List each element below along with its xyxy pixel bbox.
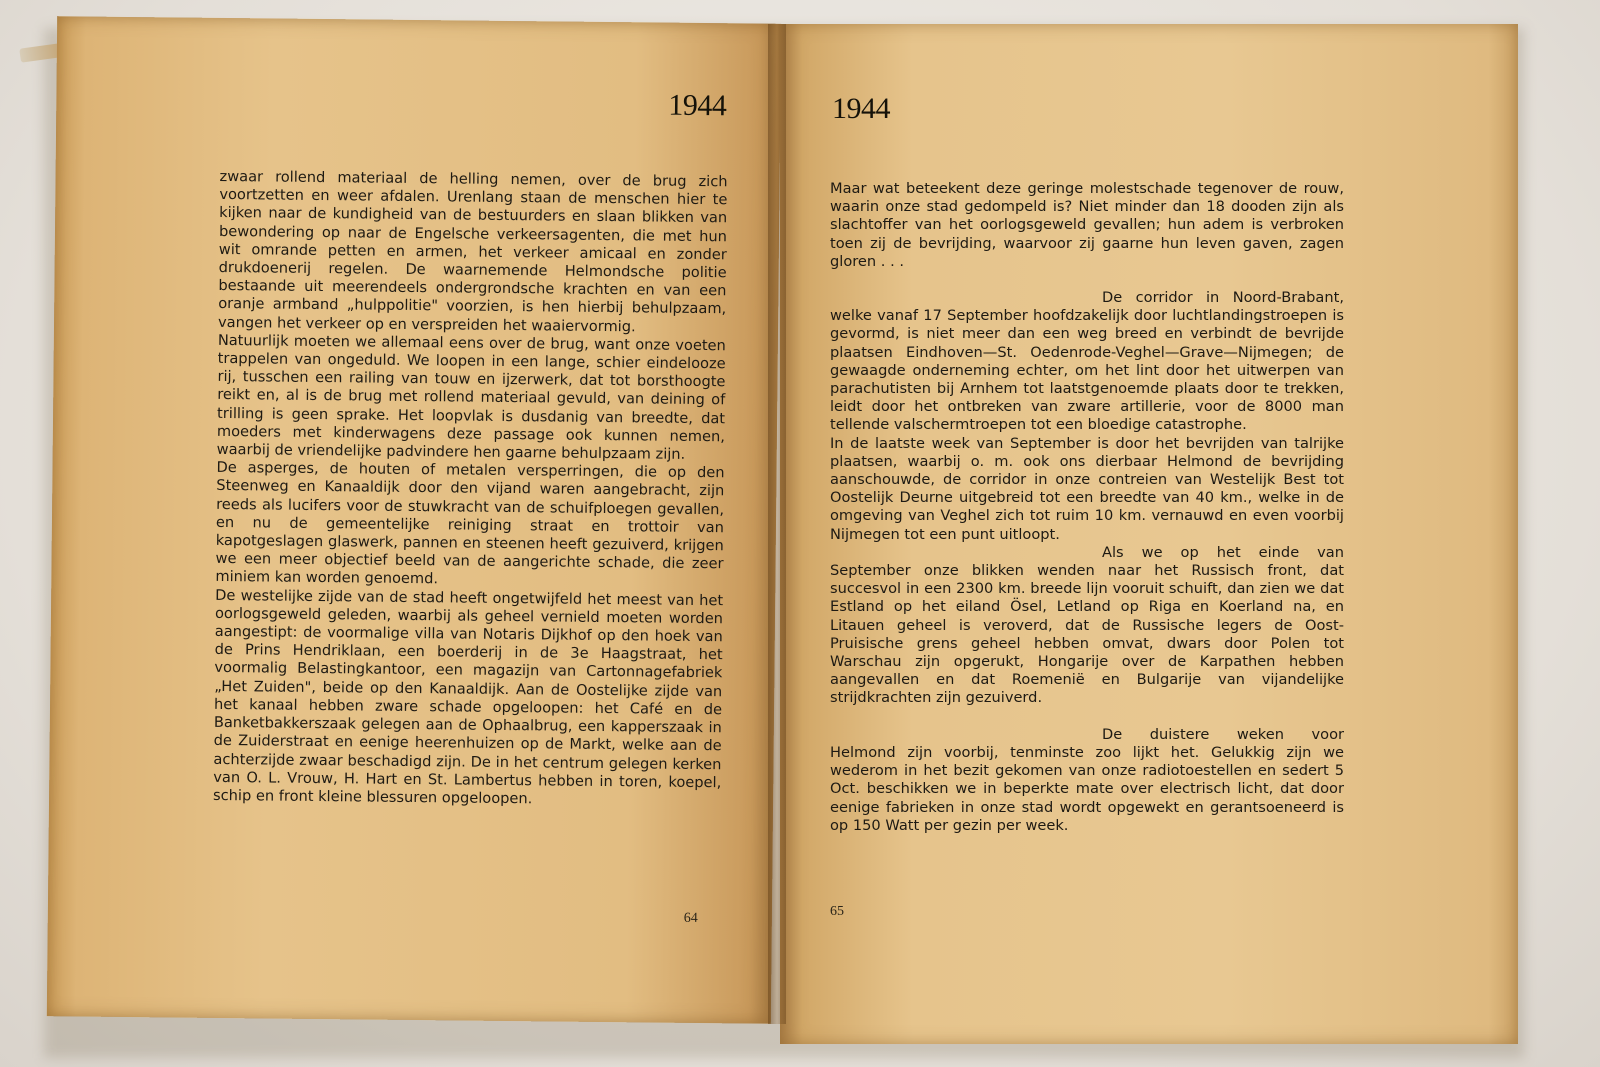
left-paragraph-3: De asperges, de houten of metalen versperringen, die op den Steenweg en Kanaaldijk door den vijand waren aangebracht, zijn reeds als lucifers voor de stuwkracht van de schuifploegen gevallen, en nu de gemeentelijke reiniging straat en trottoir van kapotgeslagen glaswerk, pannen en steenen heeft gezuiverd, krijgen we een meer objectief beeld van de aangerichte schade, die zeer miniem kan worden genoemd. <box>215 459 725 588</box>
left-page <box>47 16 781 1024</box>
left-paragraph-1: zwaar rollend materiaal de helling nemen, over de brug zich voortzetten en weer afdalen. Urenlang staan de menschen hier te kijken naar de kundigheid van de bestuurders en slaan blikken van bewondering op naar de Engelsche verkeersagenten, die met hun wit omrande petten en armen, het verkeer amicaal en zonder drukdoenerij regelen. De waarnemende Helmondsche politie bestaande uit meerendeels ondergrondsche krachten en van een oranje armband „hulppolitie" voorzien, is hen hierbij behulpzaam, vangen het verkeer op en verspreiden het waaiervormig. <box>217 167 728 335</box>
right-paragraph-4: Als we op het einde van September onze blikken wenden naar het Russisch front, dat succesvol in een 2300 km. breede lijn vooruit schuift, dan zien we dat Estland op het eiland Ösel, Letland op Riga en Koerland na, en Litauen geheel is veroverd, dat de Russische legers de Oost-Pruisische grens geheel hebben omvat, dwars door Polen tot Warschau zijn opgerukt, Hongarije over de Karpathen hebben aangevallen en dat Roemenië en Bulgarije van vijandelijke strijdkrachten zijn gezuiverd. <box>830 543 1344 707</box>
book-spine-gutter <box>768 24 786 1024</box>
right-paragraph-2: De corridor in Noord-Brabant, welke vanaf 17 September hoofdzakelijk door luchtlandingstroepen is gevormd, is niet meer dan een weg breed en verbindt de bevrijde plaatsen Eindhoven—St. Oedenrode-Veghel—Grave—Nijmegen; de gewaagde onderneming echter, om het lint door het uitwerpen van parachutisten bij Arnhem tot laatstgenoemde plaats door te trekken, leidt door het ontbreken van zware artillerie, voor de 8000 man tellende valschermtroepen tot een bloedige catastrophe. <box>830 289 1344 434</box>
left-page-number: 64 <box>683 910 698 926</box>
right-page-number: 65 <box>830 904 844 919</box>
left-paragraph-4: De westelijke zijde van de stad heeft ongetwijfeld het meest van het oorlogsgeweld geleden, waarbij als geheel vernield moeten worden aangestipt: de voormalige villa van Notaris Dijkhof op den hoek van de Prins Hendriklaan, een boerderij in de 3e Haagstraat, het voormalig Belastingkantoor, een magazijn van Cartonnagefabriek „Het Zuiden", beide op den Kanaaldijk. Aan de Oostelijke zijde van het kanaal hebben zware schade opgeloopen: het Café en de Banketbakkerszaak gelegen aan de Ophaalbrug, een kapperszaak in de Zuiderstraat en eenige heerenhuizen op de Markt, welke aan de achterzijde zwaar beschadigd zijn. De in het centrum gelegen kerken van O. L. Vrouw, H. Hart en St. Lambertus hebben in toren, koepel, schip en front kleine blessuren opgeloopen. <box>213 586 724 808</box>
right-page <box>780 24 1518 1044</box>
left-paragraph-2: Natuurlijk moeten we allemaal eens over de brug, want onze voeten trappelen van ongeduld. We loopen in een lange, schier eindelooze rij, tusschen een railing van touw en ijzerwerk, dat tot borsthoogte reikt en, al is de brug met rollend materiaal gevuld, van deining of trilling is geen sprake. Het loopvlak is dusdanig van breedte, dat moeders met kinderwagens deze passage ook kunnen nemen, waarbij de vriendelijke padvindere hen gaarne behulpzaam zijn. <box>216 331 726 463</box>
right-page-year-heading: 1944 <box>832 92 890 125</box>
right-paragraph-1: Maar wat beteekent deze geringe molestschade tegenover de rouw, waarin onze stad gedompeld is? Niet minder dan 18 dooden zijn als slachtoffer van het oorlogsgeweld gevallen; hun adem is verbroken toen zij de bevrijding, waarvoor zij gaarne hun leven gaven, zagen gloren . . . <box>830 180 1344 270</box>
right-paragraph-5: De duistere weken voor Helmond zijn voorbij, tenminste zoo lijkt het. Gelukkig zijn we wederom in het bezit gekomen van onze radiotoestellen en sedert 5 Oct. beschikken we in beperkte mate over electrisch licht, dat door eenige fabrieken in onze stad wordt opgewekt en gerantsoeneerd is op 150 Watt per gezin per week. <box>830 725 1344 834</box>
left-page-year-heading: 1944 <box>668 88 727 123</box>
right-paragraph-3: In de laatste week van September is door het bevrijden van talrijke plaatsen, waarbij o. m. ook ons dierbaar Helmond de bevrijding aanschouwde, de corridor in onze contreien van Westelijk Best tot Oostelijk Deurne uitgebreid tot een breedte van 40 km., welke in de omgeving van Veghel zich tot ruim 10 km. vernauwd en even voorbij Nijmegen tot een punt uitloopt. <box>830 434 1344 543</box>
right-page-body <box>830 180 1344 835</box>
left-page-body <box>213 168 728 810</box>
